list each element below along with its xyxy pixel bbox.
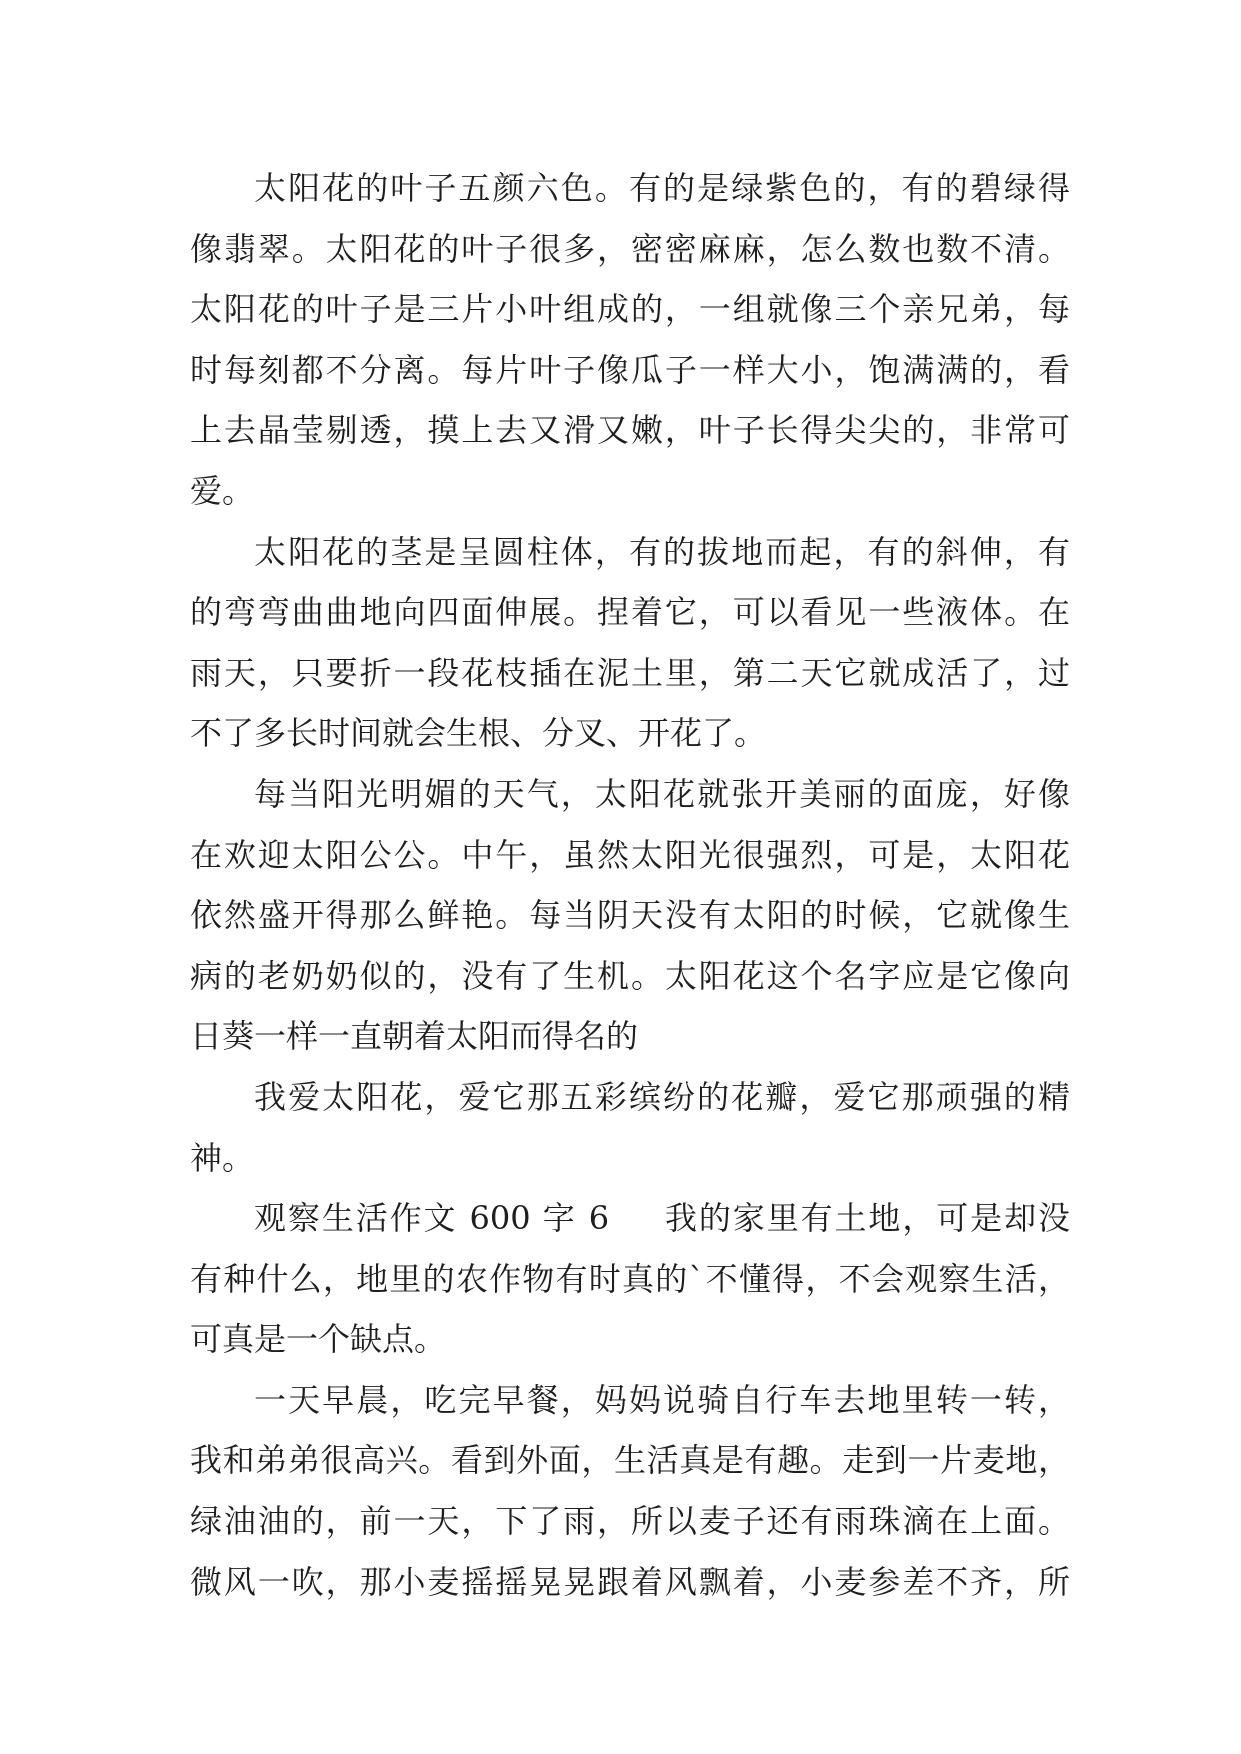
document-body xyxy=(190,158,1070,1612)
paragraph-6-line-3: 绿油油的，前一天，下了雨，所以麦子还有雨珠滴在上面。 xyxy=(190,1502,1070,1541)
paragraph-1-line-1: 太阳花的叶子五颜六色。有的是绿紫色的，有的碧绿得 xyxy=(254,169,1070,207)
paragraph-5-line-2: 有种什么，地里的农作物有时真的`不懂得，不会观察生活， xyxy=(190,1259,1070,1298)
paragraph-2-line-2: 的弯弯曲曲地向四面伸展。捏着它，可以看见一些液体。在 xyxy=(190,593,1070,632)
paragraph-1-line-4: 时每刻都不分离。每片叶子像瓜子一样大小，饱满满的，看 xyxy=(190,350,1070,389)
paragraph-6-line-2: 我和弟弟很高兴。看到外面，生活真是有趣。走到一片麦地， xyxy=(190,1441,1070,1480)
paragraph-5-line-1-text: 我的家里有土地，可是却没 xyxy=(663,1199,1070,1238)
paragraph-3-line-5: 日葵一样一直朝着太阳而得名的 xyxy=(190,1017,639,1056)
paragraph-3-line-2: 在欢迎太阳公公。中午，虽然太阳光很强烈，可是，太阳花 xyxy=(190,835,1070,874)
paragraph-3-line-4: 病的老奶奶似的，没有了生机。太阳花这个名字应是它像向 xyxy=(190,956,1070,995)
paragraph-1-line-6: 爱。 xyxy=(190,471,255,510)
paragraph-1-line-3: 太阳花的叶子是三片小叶组成的，一组就像三个亲兄弟，每 xyxy=(190,290,1070,329)
paragraph-2-line-3: 雨天，只要折一段花枝插在泥土里，第二天它就成活了，过 xyxy=(190,653,1070,692)
paragraph-5-line-1 xyxy=(190,1188,1070,1249)
paragraph-4-line-1: 我爱太阳花，爱它那五彩缤纷的花瓣，爱它那顽强的精 xyxy=(254,1077,1070,1116)
paragraph-5-line-3: 可真是一个缺点。 xyxy=(190,1320,447,1359)
paragraph-4-line-2: 神。 xyxy=(190,1138,255,1177)
paragraph-6-line-4: 微风一吹，那小麦摇摇晃晃跟着风飘着，小麦参差不齐，所 xyxy=(190,1562,1070,1601)
paragraph-2-line-4: 不了多长时间就会生根、分叉、开花了。 xyxy=(190,714,767,753)
paragraph-1-line-2: 像翡翠。太阳花的叶子很多，密密麻麻，怎么数也数不清。 xyxy=(190,229,1070,268)
paragraph-3-line-3: 依然盛开得那么鲜艳。每当阴天没有太阳的时候，它就像生 xyxy=(190,896,1070,935)
paragraph-3-line-1: 每当阳光明媚的天气，太阳花就张开美丽的面庞，好像 xyxy=(254,774,1070,813)
essay-heading: 观察生活作文 600 字 6 xyxy=(254,1199,610,1238)
paragraph-1-line-5: 上去晶莹剔透，摸上去又滑又嫩，叶子长得尖尖的，非常可 xyxy=(190,411,1070,450)
paragraph-2-line-1: 太阳花的茎是呈圆柱体，有的拔地而起，有的斜伸，有 xyxy=(254,532,1070,571)
paragraph-6-line-1: 一天早晨，吃完早餐，妈妈说骑自行车去地里转一转， xyxy=(254,1380,1070,1419)
